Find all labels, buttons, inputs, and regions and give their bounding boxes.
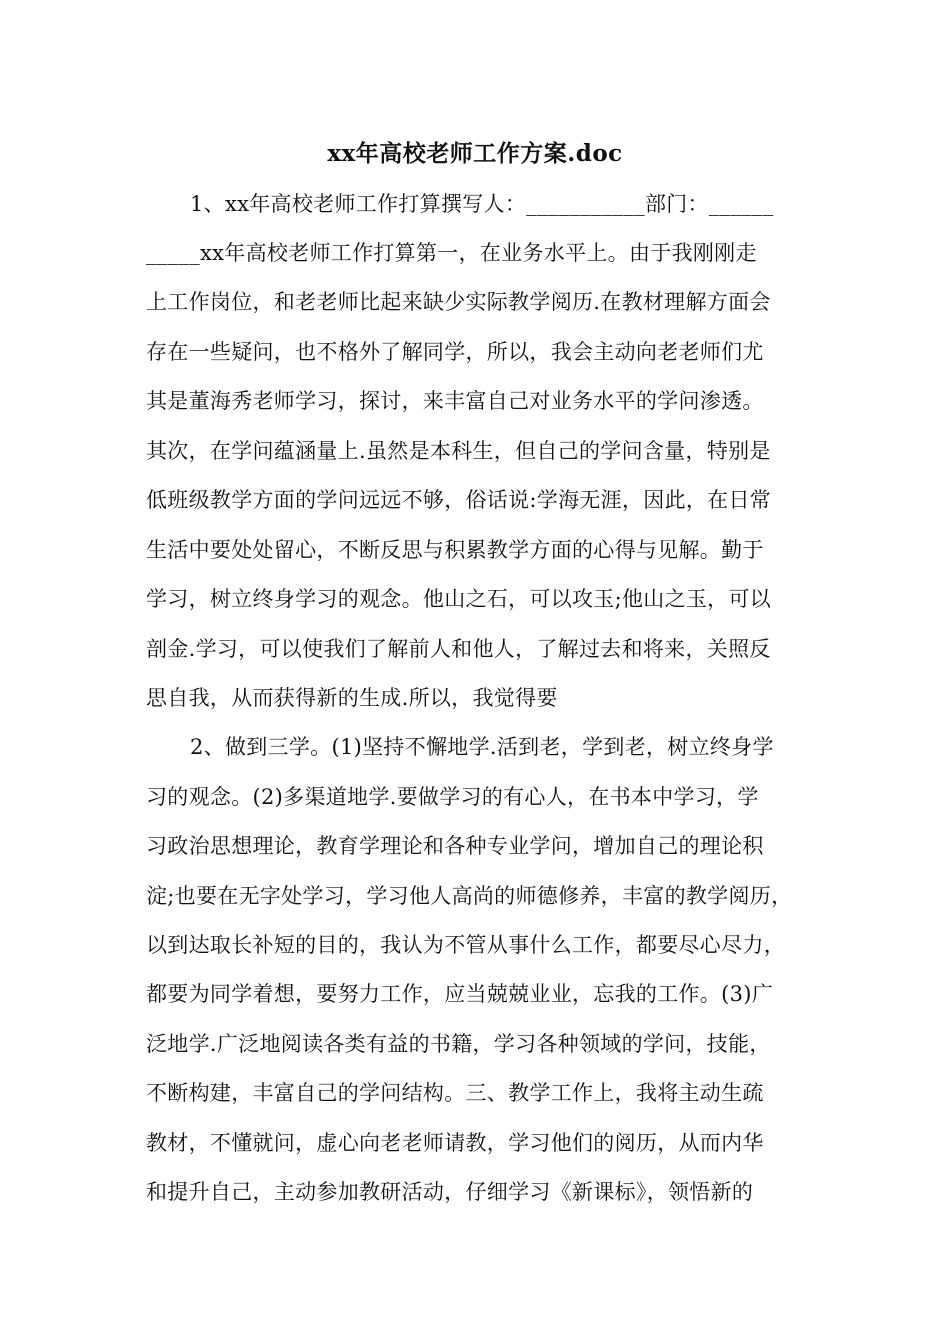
text-line: _____xx年高校老师工作打算第一，在业务水平上。由于我刚刚走: [146, 241, 757, 265]
document-title: xx年高校老师工作方案.doc: [327, 140, 623, 167]
text-line: 存在一些疑问，也不格外了解同学，所以，我会主动向老老师们尤: [146, 340, 764, 364]
text-line: 习的观念。(2)多渠道地学.要做学习的有心人，在书本中学习，学: [146, 785, 759, 809]
text-line: 其是董海秀老师学习，探讨，来丰富自己对业务水平的学问渗透。: [146, 389, 764, 413]
text-line: 教材，不懂就问，虚心向老老师请教，学习他们的阅历，从而内华: [146, 1131, 764, 1155]
text-line: 生活中要处处留心，不断反思与积累教学方面的心得与见解。勤于: [146, 538, 764, 562]
text-line: 剖金.学习，可以使我们了解前人和他人，了解过去和将来，关照反: [146, 637, 771, 661]
text-line: 淀;也要在无字处学习，学习他人高尚的师德修养，丰富的教学阅历，: [146, 884, 793, 908]
text-line: 不断构建，丰富自己的学问结构。三、教学工作上，我将主动生疏: [146, 1081, 764, 1105]
text-line: 习政治思想理论，教育学理论和各种专业学问，增加自己的理论积: [146, 834, 764, 858]
text-line: 其次，在学问蕴涵量上.虽然是本科生，但自己的学问含量，特别是: [146, 439, 771, 463]
text-line: 1、xx年高校老师工作打算撰写人：___________部门：______: [190, 192, 774, 216]
text-line: 上工作岗位，和老老师比起来缺少实际教学阅历.在教材理解方面会: [146, 290, 771, 314]
text-line: 学习，树立终身学习的观念。他山之石，可以攻玉;他山之玉，可以: [146, 587, 772, 611]
text-line: 和提升自己，主动参加教研活动，仔细学习《新课标》，领悟新的: [146, 1180, 754, 1204]
text-line: 思自我，从而获得新的生成.所以，我觉得要: [146, 686, 558, 710]
text-line: 都要为同学着想，要努力工作，应当兢兢业业，忘我的工作。(3)广: [146, 982, 774, 1006]
text-line: 低班级教学方面的学问远远不够，俗话说:学海无涯，因此，在日常: [146, 488, 772, 512]
text-line: 2、做到三学。(1)坚持不懈地学.活到老，学到老，树立终身学: [190, 735, 774, 759]
text-line: 以到达取长补短的目的，我认为不管从事什么工作，都要尽心尽力，: [146, 933, 785, 957]
text-line: 泛地学.广泛地阅读各类有益的书籍，学习各种领域的学问，技能，: [146, 1032, 771, 1056]
